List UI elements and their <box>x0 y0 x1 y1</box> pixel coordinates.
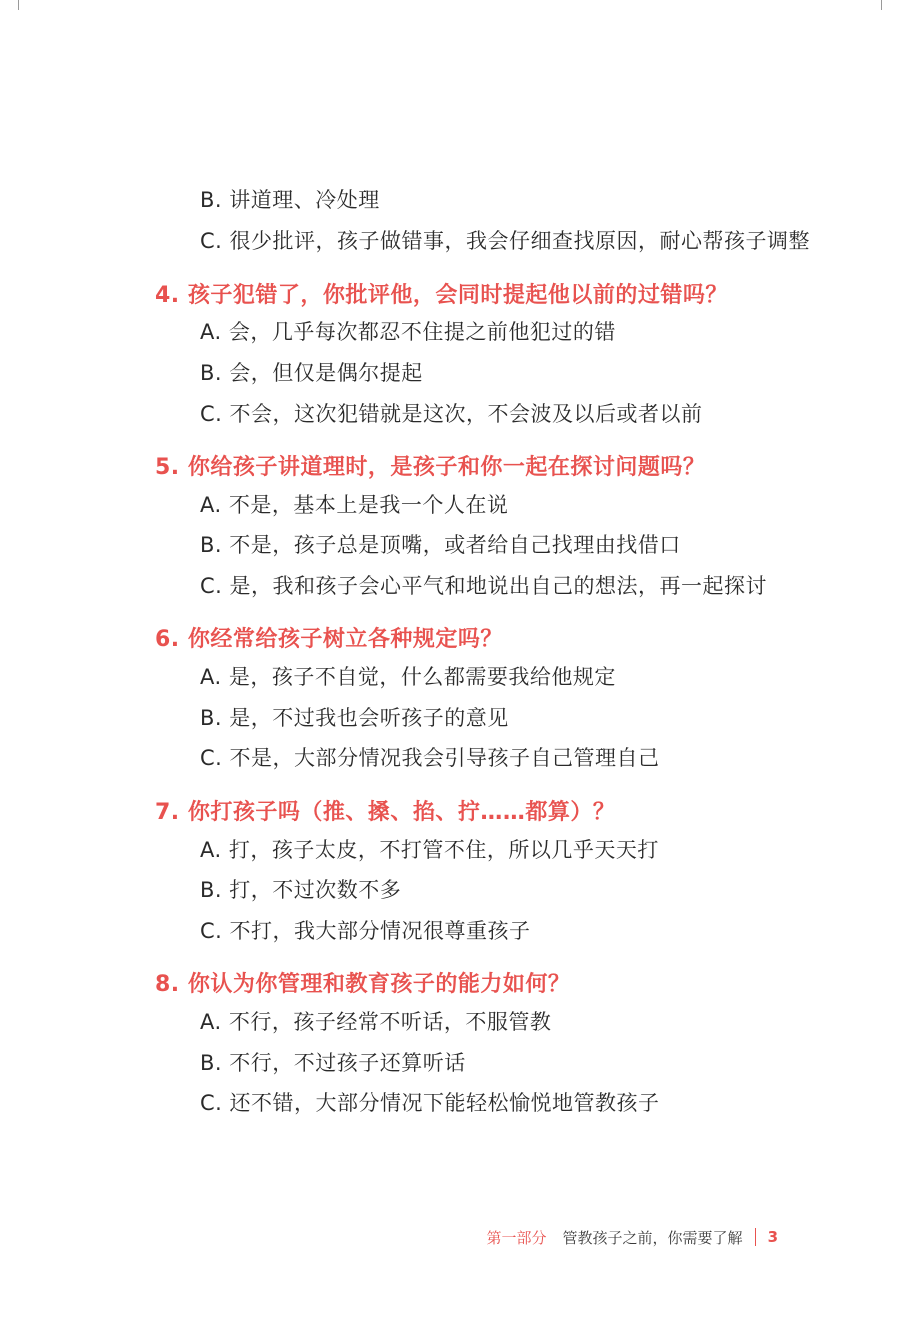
option-6a: A. 是，孩子不自觉，什么都需要我给他规定 <box>200 665 616 689</box>
option-5c: C. 是，我和孩子会心平气和地说出自己的想法，再一起探讨 <box>200 574 768 598</box>
page-footer <box>487 1227 778 1247</box>
footer-chapter-title: 管教孩子之前，你需要了解 <box>562 1228 743 1247</box>
option-8c: C. 还不错，大部分情况下能轻松愉悦地管教孩子 <box>200 1091 660 1115</box>
option-8b: B. 不行，不过孩子还算听话 <box>200 1051 466 1075</box>
option-7a: A. 打，孩子太皮，不打管不住，所以几乎天天打 <box>200 838 659 862</box>
option-7b: B. 打，不过次数不多 <box>200 878 402 902</box>
option-8a: A. 不行，孩子经常不听话，不服管教 <box>200 1010 552 1034</box>
question-6-title: 6. 你经常给孩子树立各种规定吗？ <box>155 627 503 652</box>
crop-mark-right <box>881 0 882 10</box>
option-4b: B. 会，但仅是偶尔提起 <box>200 361 423 385</box>
question-7-title: 7. 你打孩子吗（推、搡、掐、拧……都算）？ <box>155 800 616 825</box>
option-5a: A. 不是，基本上是我一个人在说 <box>200 493 509 517</box>
footer-divider <box>755 1228 756 1246</box>
footer-part-label: 第一部分 <box>486 1228 547 1247</box>
option-3b: B. 讲道理、冷处理 <box>200 188 380 212</box>
option-7c: C. 不打，我大部分情况很尊重孩子 <box>200 919 531 943</box>
option-4a: A. 会，几乎每次都忍不住提之前他犯过的错 <box>200 320 616 344</box>
crop-mark-left <box>18 0 19 10</box>
question-8-title: 8. 你认为你管理和教育孩子的能力如何？ <box>155 972 571 997</box>
question-4-title: 4. 孩子犯错了，你批评他，会同时提起他以前的过错吗？ <box>155 283 728 308</box>
option-5b: B. 不是，孩子总是顶嘴，或者给自己找理由找借口 <box>200 533 681 557</box>
option-3c: C. 很少批评，孩子做错事，我会仔细查找原因，耐心帮孩子调整 <box>200 229 811 253</box>
option-4c: C. 不会，这次犯错就是这次，不会波及以后或者以前 <box>200 402 703 426</box>
option-6c: C. 不是，大部分情况我会引导孩子自己管理自己 <box>200 746 660 770</box>
option-6b: B. 是，不过我也会听孩子的意见 <box>200 706 509 730</box>
question-5-title: 5. 你给孩子讲道理时，是孩子和你一起在探讨问题吗？ <box>155 455 706 480</box>
page-number: 3 <box>767 1228 778 1246</box>
